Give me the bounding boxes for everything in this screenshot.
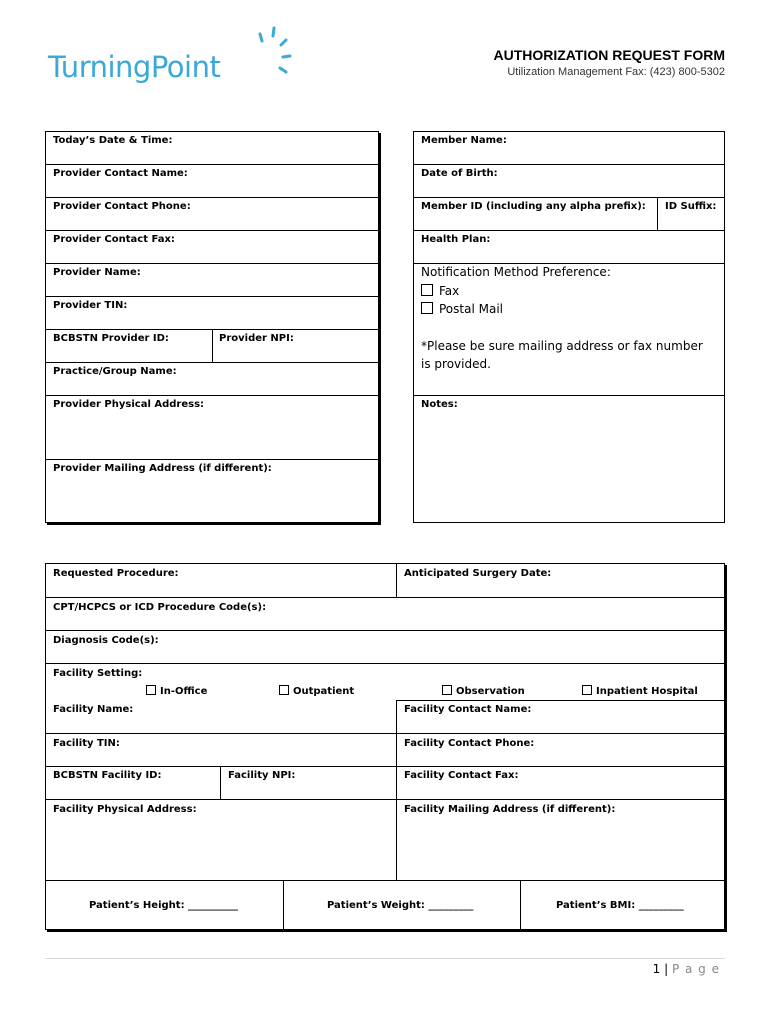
inpatient-option[interactable]	[582, 685, 698, 697]
facility-contact-fax-field[interactable]: Facility Contact Fax:	[404, 770, 519, 781]
facility-physical-address-field[interactable]: Facility Physical Address:	[53, 804, 197, 815]
observation-label: Observation	[456, 686, 525, 697]
fax-option-label: Fax	[439, 284, 460, 298]
facility-mailing-address-field[interactable]: Facility Mailing Address (if different):	[404, 804, 616, 815]
mailing-note: *Please be sure mailing address or fax number is provided.	[421, 339, 703, 371]
page-footer	[653, 962, 720, 976]
page-word: P a g e	[671, 962, 720, 976]
provider-name-field[interactable]: Provider Name:	[53, 267, 141, 278]
procedure-section	[45, 563, 725, 930]
patient-weight-field[interactable]: Patient’s Weight: _________	[327, 900, 474, 911]
member-name-field[interactable]: Member Name:	[421, 135, 507, 146]
in-office-option[interactable]	[146, 685, 207, 697]
postal-mail-checkbox[interactable]	[421, 302, 433, 314]
diagnosis-codes-field[interactable]: Diagnosis Code(s):	[53, 635, 159, 646]
member-id-field[interactable]: Member ID (including any alpha prefix):	[421, 201, 646, 212]
facility-contact-name-field[interactable]: Facility Contact Name:	[404, 704, 532, 715]
in-office-checkbox[interactable]	[146, 685, 156, 695]
bcbstn-facility-id-field[interactable]: BCBSTN Facility ID:	[53, 770, 162, 781]
observation-checkbox[interactable]	[442, 685, 452, 695]
inpatient-label: Inpatient Hospital	[596, 686, 698, 697]
member-section	[413, 131, 725, 523]
patient-height-field[interactable]: Patient’s Height: __________	[89, 900, 239, 911]
facility-tin-field[interactable]: Facility TIN:	[53, 738, 120, 749]
facility-name-field[interactable]: Facility Name:	[53, 704, 134, 715]
provider-contact-fax-field[interactable]: Provider Contact Fax:	[53, 234, 175, 245]
provider-mailing-address-field[interactable]: Provider Mailing Address (if different):	[53, 463, 272, 474]
bcbstn-provider-id-field[interactable]: BCBSTN Provider ID:	[53, 333, 169, 344]
postal-mail-option-label: Postal Mail	[439, 302, 503, 316]
outpatient-checkbox[interactable]	[279, 685, 289, 695]
logo-text: TurningPoint	[48, 50, 221, 84]
provider-physical-address-field[interactable]: Provider Physical Address:	[53, 399, 205, 410]
requested-procedure-field[interactable]: Requested Procedure:	[53, 568, 179, 579]
fax-checkbox[interactable]	[421, 284, 433, 296]
notify-fax-option[interactable]	[421, 284, 459, 298]
surgery-date-field[interactable]: Anticipated Surgery Date:	[404, 568, 552, 579]
form-title: AUTHORIZATION REQUEST FORM	[493, 47, 725, 63]
notes-field[interactable]: Notes:	[421, 399, 458, 410]
health-plan-field[interactable]: Health Plan:	[421, 234, 491, 245]
outpatient-option[interactable]	[279, 685, 354, 697]
inpatient-checkbox[interactable]	[582, 685, 592, 695]
provider-contact-phone-field[interactable]: Provider Contact Phone:	[53, 201, 191, 212]
practice-group-field[interactable]: Practice/Group Name:	[53, 366, 177, 377]
date-time-field[interactable]: Today’s Date & Time:	[53, 135, 173, 146]
logo	[48, 26, 298, 96]
patient-bmi-field[interactable]: Patient’s BMI: _________	[556, 900, 684, 911]
provider-contact-name-field[interactable]: Provider Contact Name:	[53, 168, 188, 179]
facility-npi-field[interactable]: Facility NPI:	[228, 770, 296, 781]
notify-mail-option[interactable]	[421, 302, 503, 316]
cpt-codes-field[interactable]: CPT/HCPCS or ICD Procedure Code(s):	[53, 602, 267, 613]
id-suffix-field[interactable]: ID Suffix:	[665, 201, 717, 212]
in-office-label: In-Office	[160, 686, 208, 697]
facility-contact-phone-field[interactable]: Facility Contact Phone:	[404, 738, 535, 749]
page-separator: |	[664, 962, 669, 976]
date-of-birth-field[interactable]: Date of Birth:	[421, 168, 498, 179]
fax-line: Utilization Management Fax: (423) 800-5302	[507, 66, 725, 78]
notification-title: Notification Method Preference:	[421, 265, 611, 279]
provider-npi-field[interactable]: Provider NPI:	[219, 333, 294, 344]
outpatient-label: Outpatient	[293, 686, 355, 697]
provider-tin-field[interactable]: Provider TIN:	[53, 300, 128, 311]
facility-setting-label: Facility Setting:	[53, 668, 143, 679]
observation-option[interactable]	[442, 685, 525, 697]
page-number: 1	[652, 962, 661, 976]
